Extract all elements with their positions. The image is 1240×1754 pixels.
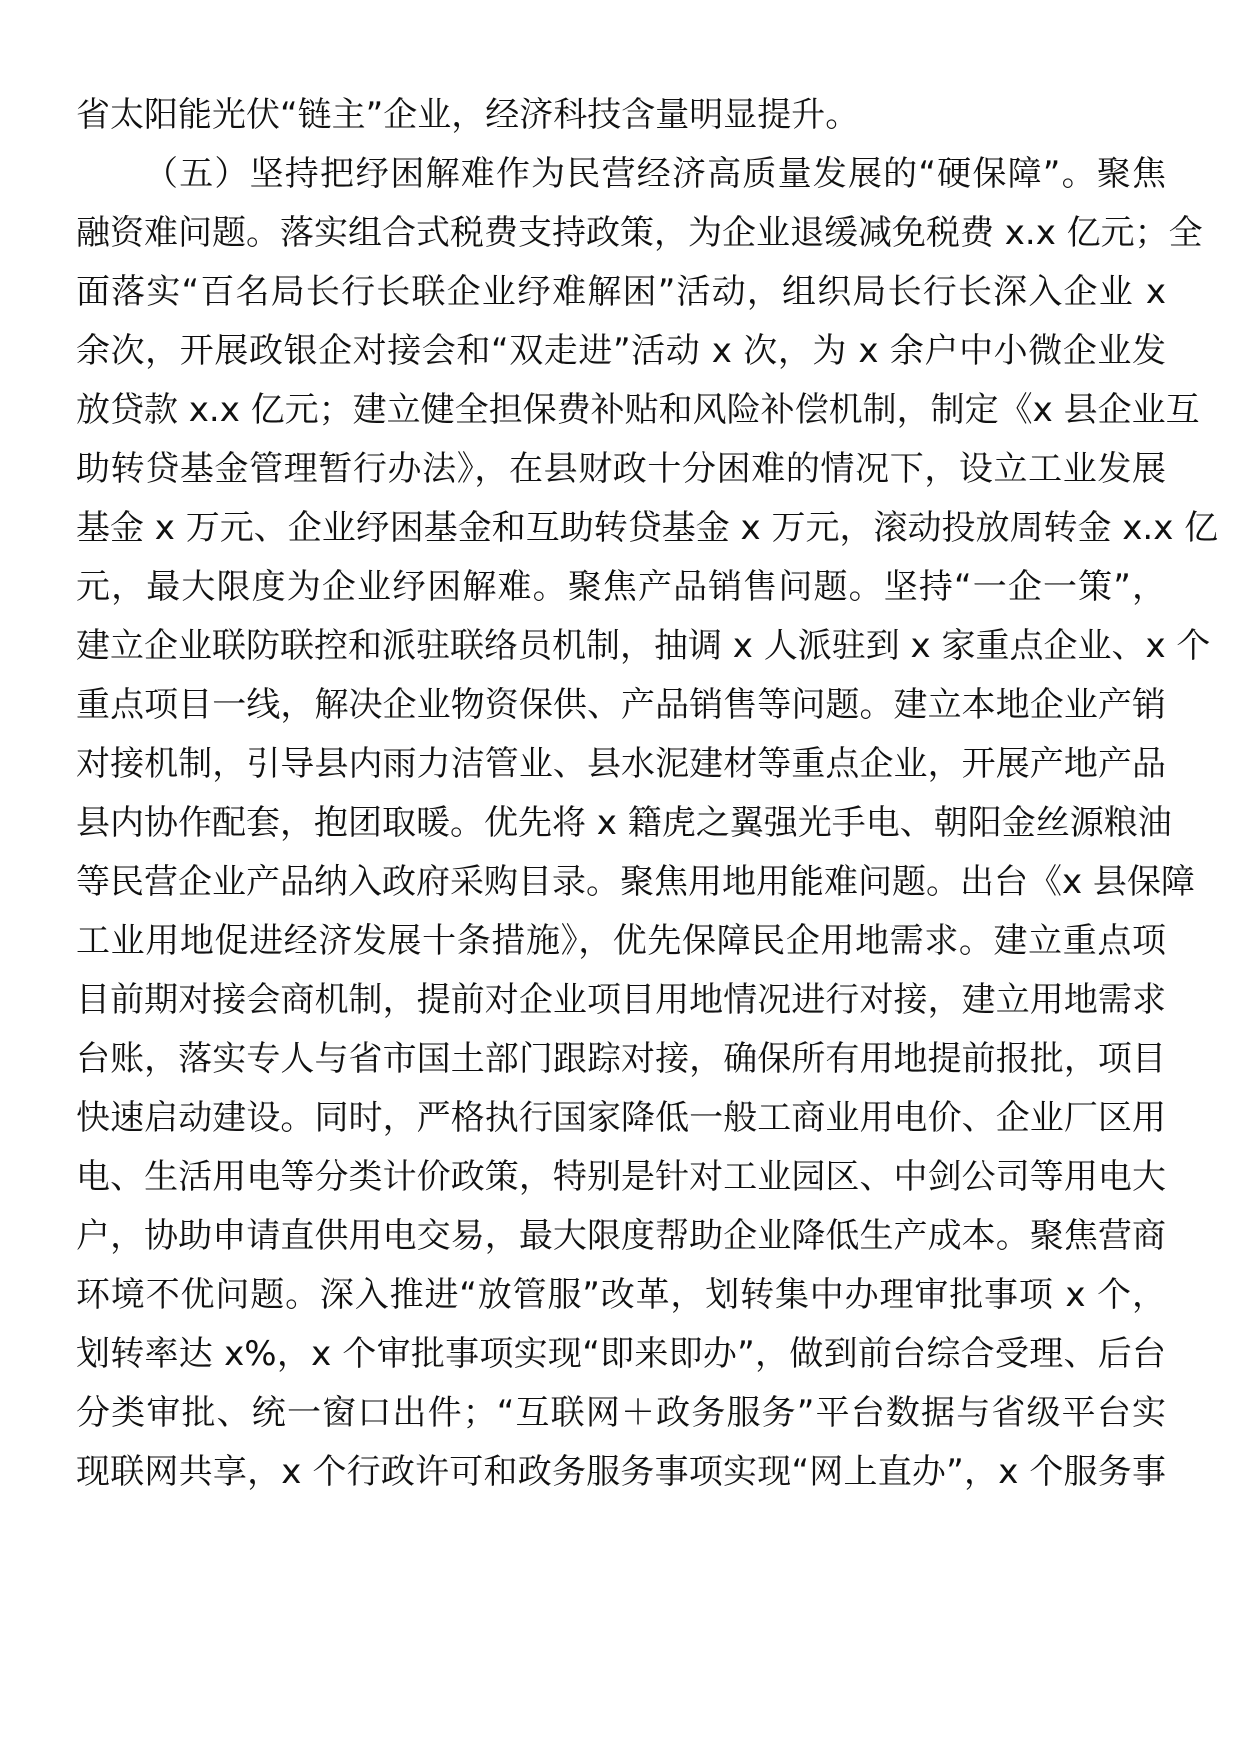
text-line: 等民营企业产品纳入政府采购目录。聚焦用地用能难问题。出台《x 县保障 — [76, 862, 1195, 902]
text-line: 工业用地促进经济发展十条措施》，优先保障民企用地需求。建立重点项 — [76, 921, 1166, 961]
text-line: 余次，开展政银企对接会和“双走进”活动 x 次，为 x 余户中小微企业发 — [76, 331, 1166, 371]
text-line: 目前期对接会商机制，提前对企业项目用地情况进行对接，建立用地需求 — [76, 980, 1166, 1020]
text-line: 分类审批、统一窗口出件；“互联网＋政务服务”平台数据与省级平台实 — [76, 1393, 1166, 1433]
text-line: 县内协作配套，抱团取暖。优先将 x 籍虎之翼强光手电、朝阳金丝源粮油 — [76, 803, 1172, 843]
text-line: 基金 x 万元、企业纾困基金和互助转贷基金 x 万元，滚动投放周转金 x.x 亿 — [76, 508, 1219, 548]
text-line: 划转率达 x%，x 个审批事项实现“即来即办”，做到前台综合受理、后台 — [76, 1334, 1166, 1374]
text-line: 电、生活用电等分类计价政策，特别是针对工业园区、中剑公司等用电大 — [76, 1157, 1166, 1197]
text-line: 建立企业联防联控和派驻联络员机制，抽调 x 人派驻到 x 家重点企业、x 个 — [76, 626, 1211, 666]
text-line: 重点项目一线，解决企业物资保供、产品销售等问题。建立本地企业产销 — [76, 685, 1166, 725]
text-line: 台账，落实专人与省市国土部门跟踪对接，确保所有用地提前报批，项目 — [76, 1039, 1166, 1079]
text-line: 元，最大限度为企业纾困解难。聚焦产品销售问题。坚持“一企一策”， — [76, 567, 1166, 607]
text-line: 环境不优问题。深入推进“放管服”改革，划转集中办理审批事项 x 个， — [76, 1275, 1166, 1315]
text-line: 省太阳能光伏“链主”企业，经济科技含量明显提升。 — [76, 95, 860, 135]
text-line: 对接机制，引导县内雨力洁管业、县水泥建材等重点企业，开展产地产品 — [76, 744, 1166, 784]
text-line: 户，协助申请直供用电交易，最大限度帮助企业降低生产成本。聚焦营商 — [76, 1216, 1166, 1256]
text-line: 快速启动建设。同时，严格执行国家降低一般工商业用电价、企业厂区用 — [76, 1098, 1166, 1138]
text-line: 面落实“百名局长行长联企业纾难解困”活动，组织局长行长深入企业 x — [76, 272, 1166, 312]
text-line: 助转贷基金管理暂行办法》，在县财政十分困难的情况下，设立工业发展 — [76, 449, 1166, 489]
section-heading-line: （五）坚持把纾困解难作为民营经济高质量发展的“硬保障”。聚焦 — [144, 154, 1166, 194]
text-line: 融资难问题。落实组合式税费支持政策，为企业退缓减免税费 x.x 亿元；全 — [76, 213, 1203, 253]
text-line: 现联网共享，x 个行政许可和政务服务事项实现“网上直办”，x 个服务事 — [76, 1452, 1166, 1492]
text-line: 放贷款 x.x 亿元；建立健全担保费补贴和风险补偿机制，制定《x 县企业互 — [76, 390, 1200, 430]
